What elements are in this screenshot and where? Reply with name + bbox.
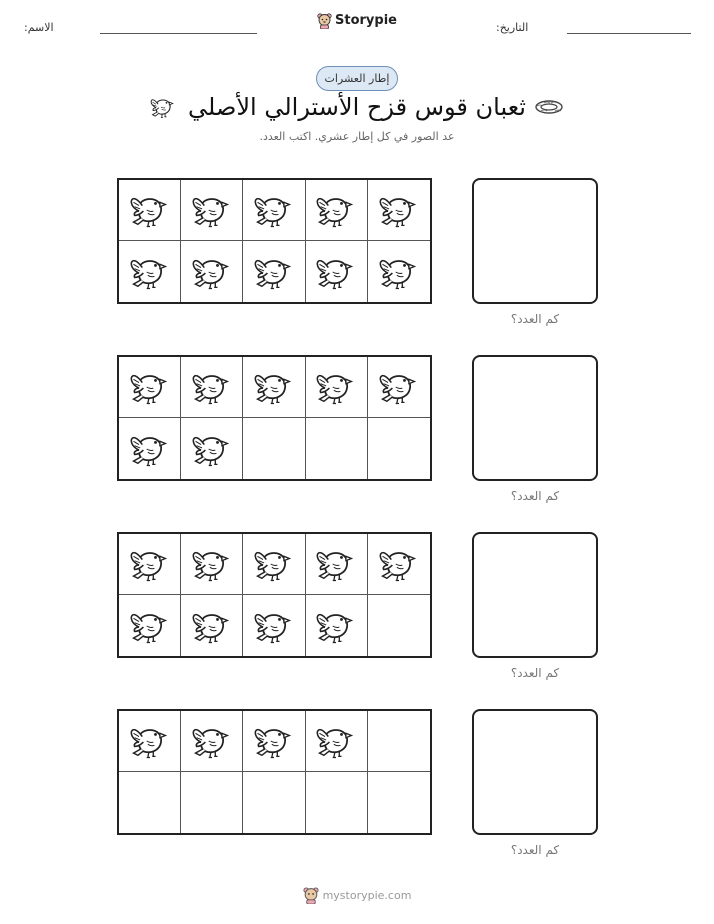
bird-icon [128,365,172,409]
bird-icon [377,250,421,294]
ten-frame-cell [181,595,243,656]
bird-icon [128,188,172,232]
bird-icon [377,365,421,409]
bird-icon [128,604,172,648]
bird-icon [377,188,421,232]
bird-icon [314,719,358,763]
bird-icon [252,719,296,763]
bird-icon [190,427,234,471]
ten-frame-cell [368,180,430,241]
ten-frame-cell [306,711,368,772]
footer [0,886,714,908]
ten-frame [117,178,432,304]
answer-box[interactable] [472,355,598,481]
bird-icon [190,188,234,232]
ten-frame-cell [119,772,181,833]
bird-icon [314,604,358,648]
ten-frame-cell [306,357,368,418]
ten-frame [117,355,432,481]
ten-frame [117,709,432,835]
ten-frame-cell [181,357,243,418]
brand-logo [0,12,714,33]
answer-box[interactable] [472,532,598,658]
topic-badge: إطار العشرات [316,66,398,91]
bird-icon [252,542,296,586]
bird-icon [190,604,234,648]
ten-frame-cell [119,595,181,656]
bird-icon [252,604,296,648]
bird-icon [190,250,234,294]
bird-icon [190,365,234,409]
storypie-bear-logo-icon [317,12,332,29]
ten-frame-cell [368,418,430,479]
bird-icon [128,542,172,586]
date-line[interactable] [567,33,691,34]
bird-icon [252,250,296,294]
ten-frame-cell [181,418,243,479]
how-many-label: كم العدد؟ [510,312,560,326]
ten-frame-cell [119,711,181,772]
ten-frame-cell [119,357,181,418]
ten-frame-cell [181,711,243,772]
ten-frame-cell [368,772,430,833]
ten-frame-cell [119,241,181,302]
storypie-bear-footer-icon [303,886,319,904]
ten-frame-cell [243,772,305,833]
ten-frame-cell [243,241,305,302]
ten-frame-cell [243,595,305,656]
bird-icon [252,188,296,232]
bird-icon [128,250,172,294]
ten-frame-cell [243,180,305,241]
bird-icon [314,365,358,409]
instructions: عد الصور في كل إطار عشري. اكتب العدد. [259,130,455,143]
answer-box[interactable] [472,709,598,835]
date-label: التاريخ: [496,21,529,34]
ten-frame-cell [306,418,368,479]
bird-icon [314,188,358,232]
name-line[interactable] [100,33,257,34]
ten-frame-cell [243,418,305,479]
answer-box[interactable] [472,178,598,304]
brand-name: Storypie [335,13,397,28]
ten-frame-cell [306,772,368,833]
bird-icon [252,365,296,409]
ten-frame-cell [181,241,243,302]
ten-frame-cell [119,418,181,479]
bird-icon [190,719,234,763]
bird-icon [377,542,421,586]
ten-frame-cell [243,711,305,772]
ten-frame-cell [306,180,368,241]
title-snake-icon [533,96,565,118]
ten-frame-cell [368,357,430,418]
ten-frame-cell [306,241,368,302]
ten-frame-cell [368,241,430,302]
ten-frame-cell [368,595,430,656]
bird-icon [128,427,172,471]
page-title: ثعبان قوس قزح الأسترالي الأصلي [188,93,526,121]
bird-icon [190,542,234,586]
how-many-label: كم العدد؟ [510,666,560,680]
how-many-label: كم العدد؟ [510,489,560,503]
bird-icon [314,542,358,586]
ten-frame-cell [368,711,430,772]
ten-frame [117,532,432,658]
name-label: الاسم: [24,21,54,34]
footer-site: mystorypie.com [322,888,412,902]
ten-frame-cell [368,534,430,595]
how-many-label: كم العدد؟ [510,843,560,857]
bird-icon [314,250,358,294]
ten-frame-cell [306,595,368,656]
ten-frame-cell [119,534,181,595]
ten-frame-cell [306,534,368,595]
ten-frame-cell [243,357,305,418]
ten-frame-cell [181,534,243,595]
ten-frame-cell [181,180,243,241]
ten-frame-cell [243,534,305,595]
bird-icon [128,719,172,763]
ten-frame-cell [119,180,181,241]
ten-frame-cell [181,772,243,833]
